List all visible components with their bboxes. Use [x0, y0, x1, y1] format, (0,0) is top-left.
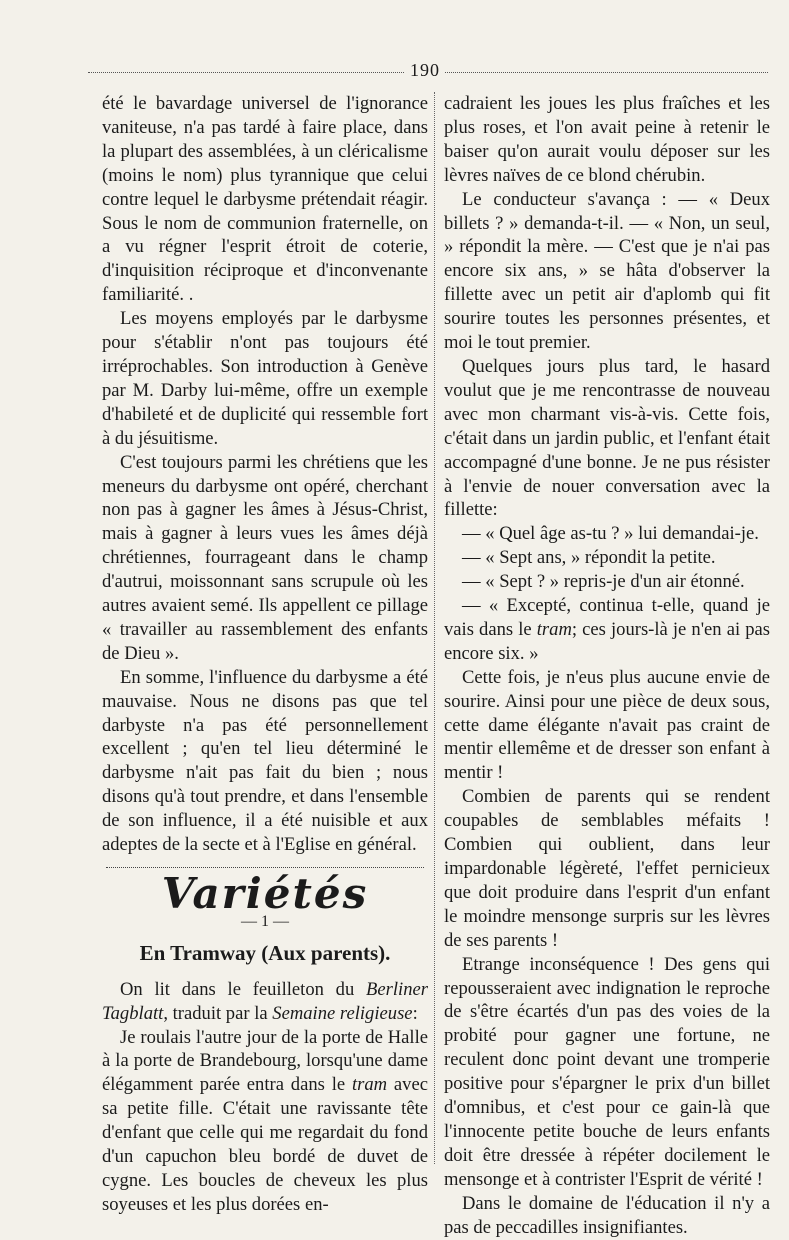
left-paragraph-3: C'est toujours parmi les chrétiens que les meneurs du darbysme ont opéré, cherchant non pas à gagner les âmes à Jésus-Christ, mais à gagner à leurs vues les âmes déjà chrétiennes, fourrageant dans le champ d'autrui, moissonnant sans scrupule où les autres avaient semé. Ils appellent ce pillage « travailler au rassemblement des enfants de Dieu ». — [102, 451, 428, 664]
left-paragraph-2: Les moyens employés par le darbysme pour s'établir n'ont pas toujours été irréprochables. Son introduction à Genève par M. Darby lui-même, offre un exemple d'habileté et de duplicité qui ressemble fort à du jésuitisme. — [102, 308, 428, 449]
right-column — [444, 92, 770, 1240]
left-paragraph-1: été le bavardage universel de l'ignorance vaniteuse, n'a pas tardé à faire place, dans la plupart des assemblées, à un cléricalisme (moins le nom) plus tyrannique que celui contre lequel le darbysme prétendait réagir. Sous le nom de communion fraternelle, on a vu régner l'esprit étroit de coterie, d'inquisition réciproque et d'inconvenante familiarité. . — [102, 93, 428, 306]
section-rule — [106, 867, 424, 868]
dialogue-text-2: ; ces jours-là je n'en ai pas encore six. » — [444, 618, 770, 664]
article-intro — [102, 978, 428, 1026]
right-paragraph-8: Cette fois, je n'eus plus aucune envie de sourire. Ainsi pour une pièce de deux sous, cette dame élégante n'avait pas craint de mentir ellemême et de dresser son enfant à mentir ! — [444, 666, 770, 784]
tram-word: tram — [351, 1074, 388, 1096]
right-paragraph-9: Combien de parents qui se rendent coupables de semblables méfaits ! Combien qui oublient, dans leur impardonable légèreté, l'effet pernicieux que doit produire dans l'esprit d'un enfant le moindre mensonge surpris sur les lèvres de ses parents ! — [444, 786, 770, 951]
dialogue-line-3: — « Sept ? » repris-je d'un air étonné. — [462, 571, 745, 593]
intro-text-1: On lit dans le feuilleton du — [120, 978, 367, 1000]
dialogue-text-1: — « Excepté, continua t-elle, quand je vais dans le — [444, 595, 770, 640]
intro-text-2: , traduit par la — [163, 1002, 273, 1024]
article-title: En Tramway (Aux parents). — [139, 940, 391, 965]
right-paragraph-10: Etrange inconséquence ! Des gens qui repousseraient avec indignation le reproche de s'être écartés d'un pas des voies de la probité pour gagner une fortune, ne reculent donc point devant une tromperie positive pour s'épargner le prix d'un billet d'omnibus, et c'est pour ce gain-là que l'innocente petite bouche de leurs enfants doit être dressée à répéter docilement le mensonge et à contrister l'Esprit de vérité ! — [444, 953, 770, 1190]
page-number: 190 — [405, 60, 445, 81]
section-number: — 1 — — [241, 912, 289, 930]
newspaper-name: Berliner Tagblatt — [102, 978, 428, 1024]
right-paragraph-11: Dans le domaine de l'éducation il n'y a pas de peccadilles insignifiantes. — [444, 1192, 770, 1238]
right-paragraph-2: Le conducteur s'avança : — « Deux billets ? » demanda-t-il. — « Non, un seul, » répondit la mère. — C'est que je n'ai pas encore six ans, » se hâta d'observer la fillette avec un petit air d'aplomb qui fit sourire toutes les personnes présentes, et moi le tout premier. — [444, 188, 770, 354]
dialogue-line-2: — « Sept ans, » répondit la petite. — [462, 547, 716, 569]
right-paragraph-3: Quelques jours plus tard, le hasard voulut que je me rencontrasse de nouveau avec mon charmant vis-à-vis. Cette fois, c'était dans un jardin public, et l'enfant était accompagné d'une bonne. Je ne pus résister à l'envie de nouer conversation avec la fillette: — [444, 355, 770, 521]
publication-name: Semaine religieuse — [272, 1002, 413, 1024]
intro-text-3: : — [412, 1002, 418, 1024]
tram-word-2: tram — [536, 618, 572, 640]
section-title: Variétés — [161, 869, 369, 918]
story-text-2: avec sa petite fille. C'était une ravissante tête d'enfant que celle qui me regardait du fond d'un capuchon bleu bordé de duvet de cygne. Les boucles de cheveux les plus soyeuses et les plus dorées en- — [102, 1074, 428, 1215]
column-divider — [434, 92, 435, 1164]
story-text-1: Je roulais l'autre jour de la porte de Halle à la porte de Brandebourg, lorsqu'une dame élégamment parée entra dans le — [102, 1026, 428, 1096]
left-column — [102, 92, 428, 1217]
left-paragraph-4: En somme, l'influence du darbysme a été mauvaise. Nous ne disons pas que tel darbyste n'a pas été personnellement excellent ; qu'en tel lieu déterminé le darbysme n'ait pas fait du bien ; nous disons qu'à tout prendre, et dans l'ensemble de son influence, il a été nuisible et aux adeptes de la secte et à l'Eglise en général. — [102, 666, 428, 856]
story-paragraph-1 — [102, 1026, 428, 1217]
dialogue-line-1: — « Quel âge as-tu ? » lui demandai-je. — [462, 523, 759, 545]
dialogue-line-4 — [444, 594, 770, 666]
right-paragraph-1: cadraient les joues les plus fraîches et les plus roses, et l'on avait peine à retenir le baiser qu'on aurait voulu déposer sur les lèvres naïves de ce blond chérubin. — [444, 93, 770, 186]
